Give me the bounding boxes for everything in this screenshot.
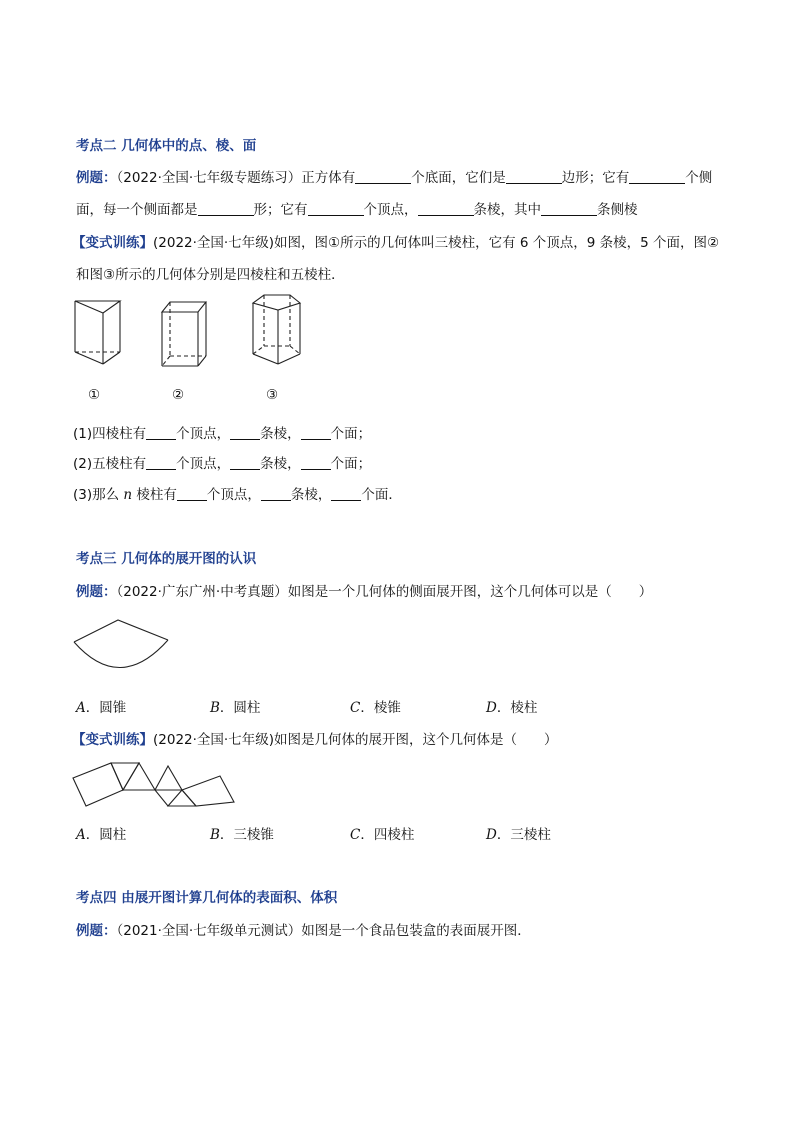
question-text: 个面． xyxy=(361,487,402,503)
option-d xyxy=(486,696,537,716)
training-text: 如图，图①所示的几何体叫三棱柱，它有 6 个顶点，9 条棱，5 个面，图② xyxy=(273,235,720,251)
option-letter: D xyxy=(486,700,497,716)
question-1 xyxy=(73,422,371,442)
example-text: 面，每一个侧面都是 xyxy=(76,202,198,218)
section4-example-line xyxy=(76,919,531,939)
option-c xyxy=(350,696,401,716)
question-text: 条棱， xyxy=(260,456,301,472)
question-text: 棱柱有 xyxy=(132,487,177,503)
option-text: ．圆柱 xyxy=(85,827,127,843)
section2-heading: 考点二 几何体中的点、棱、面 xyxy=(76,138,257,154)
section2-example-line1 xyxy=(76,166,712,186)
example-text: 如图是一个几何体的侧面展开图，这个几何体可以是（ ） xyxy=(287,584,653,600)
example-source: （2022·全国·七年级专题练习） xyxy=(116,170,302,186)
question-text: (1)四棱柱有 xyxy=(73,426,147,442)
option-text: ．三棱锥 xyxy=(219,827,274,843)
option-letter: B xyxy=(210,827,220,843)
example-text: 个顶点， xyxy=(363,202,418,218)
question-text: (2)五棱柱有 xyxy=(73,456,147,472)
figure-label: ③ xyxy=(266,387,279,403)
example-label: 例题： xyxy=(76,584,117,600)
triangular-prism-figure xyxy=(70,296,130,372)
example-text: 个底面，它们是 xyxy=(411,170,506,186)
pentagonal-prism-figure xyxy=(248,292,306,370)
question-text: 个顶点， xyxy=(206,487,261,503)
option-a xyxy=(76,823,126,843)
answer-blank xyxy=(331,487,361,501)
training-source: (2022·全国·七年级) xyxy=(153,235,274,251)
option-letter: D xyxy=(486,827,497,843)
example-text: 个侧 xyxy=(685,170,713,186)
answer-blank xyxy=(629,170,685,184)
option-letter: A xyxy=(76,700,86,716)
example-text: 条侧棱 xyxy=(597,202,638,218)
example-label: 例题： xyxy=(76,923,117,939)
section3-example-line xyxy=(76,580,652,600)
option-text: ．棱锥 xyxy=(360,700,401,716)
question-text: 条棱， xyxy=(290,487,332,503)
section2-training-line2: 和图③所示的几何体分别是四棱柱和五棱柱． xyxy=(76,267,345,283)
section2-training-line1 xyxy=(72,231,719,251)
option-text: ．圆锥 xyxy=(85,700,127,716)
option-a xyxy=(76,696,126,716)
question-text: 个顶点， xyxy=(176,456,231,472)
question-text: 个面； xyxy=(330,456,372,472)
option-d xyxy=(486,823,551,843)
training-source: (2022·全国·七年级) xyxy=(153,732,274,748)
answer-blank xyxy=(355,170,411,184)
answer-blank xyxy=(261,487,291,501)
option-text: ．三棱柱 xyxy=(496,827,551,843)
training-text: 如图是几何体的展开图，这个几何体是（ ） xyxy=(273,732,558,748)
option-letter: C xyxy=(350,827,361,843)
section2-example-line2 xyxy=(76,198,638,218)
example-text: 形；它有 xyxy=(253,202,308,218)
answer-blank xyxy=(146,426,176,440)
training-label: 【变式训练】 xyxy=(72,732,153,748)
option-letter: A xyxy=(76,827,86,843)
answer-blank xyxy=(230,426,260,440)
option-b xyxy=(210,823,274,843)
option-text: ．四棱柱 xyxy=(360,827,415,843)
answer-blank xyxy=(301,456,331,470)
answer-blank xyxy=(146,456,176,470)
answer-blank xyxy=(301,426,331,440)
example-label: 例题： xyxy=(76,170,117,186)
answer-blank xyxy=(308,202,364,216)
option-c xyxy=(350,823,414,843)
question-2 xyxy=(73,452,371,472)
option-text: ．棱柱 xyxy=(496,700,538,716)
section4-heading: 考点四 由展开图计算几何体的表面积、体积 xyxy=(76,890,338,906)
sector-net-figure xyxy=(70,612,174,678)
question-text: (3)那么 xyxy=(73,487,124,503)
answer-blank xyxy=(418,202,474,216)
quadrilateral-prism-figure xyxy=(158,298,214,370)
example-source: （2021·全国·七年级单元测试） xyxy=(116,923,302,939)
option-b xyxy=(210,696,260,716)
question-text: 条棱， xyxy=(260,426,301,442)
answer-blank xyxy=(506,170,562,184)
answer-blank xyxy=(541,202,597,216)
figure-label: ① xyxy=(88,387,101,403)
prism-net-figure xyxy=(70,758,242,810)
option-text: ．圆柱 xyxy=(219,700,261,716)
answer-blank xyxy=(198,202,254,216)
option-letter: C xyxy=(350,700,361,716)
figure-label: ② xyxy=(172,387,185,403)
question-text: 个面； xyxy=(330,426,372,442)
question-3 xyxy=(73,483,402,503)
section3-training-line xyxy=(72,728,557,748)
example-source: （2022·广东广州·中考真题） xyxy=(116,584,288,600)
answer-blank xyxy=(177,487,207,501)
question-text: 个顶点， xyxy=(176,426,231,442)
example-text: 如图是一个食品包装盒的表面展开图． xyxy=(301,923,531,939)
answer-blank xyxy=(230,456,260,470)
variable-n: n xyxy=(123,487,133,503)
example-text: 条棱，其中 xyxy=(473,202,541,218)
training-label: 【变式训练】 xyxy=(72,235,153,251)
section3-heading: 考点三 几何体的展开图的认识 xyxy=(76,551,257,567)
example-text: 边形；它有 xyxy=(561,170,630,186)
option-letter: B xyxy=(210,700,220,716)
example-text: 正方体有 xyxy=(301,170,356,186)
